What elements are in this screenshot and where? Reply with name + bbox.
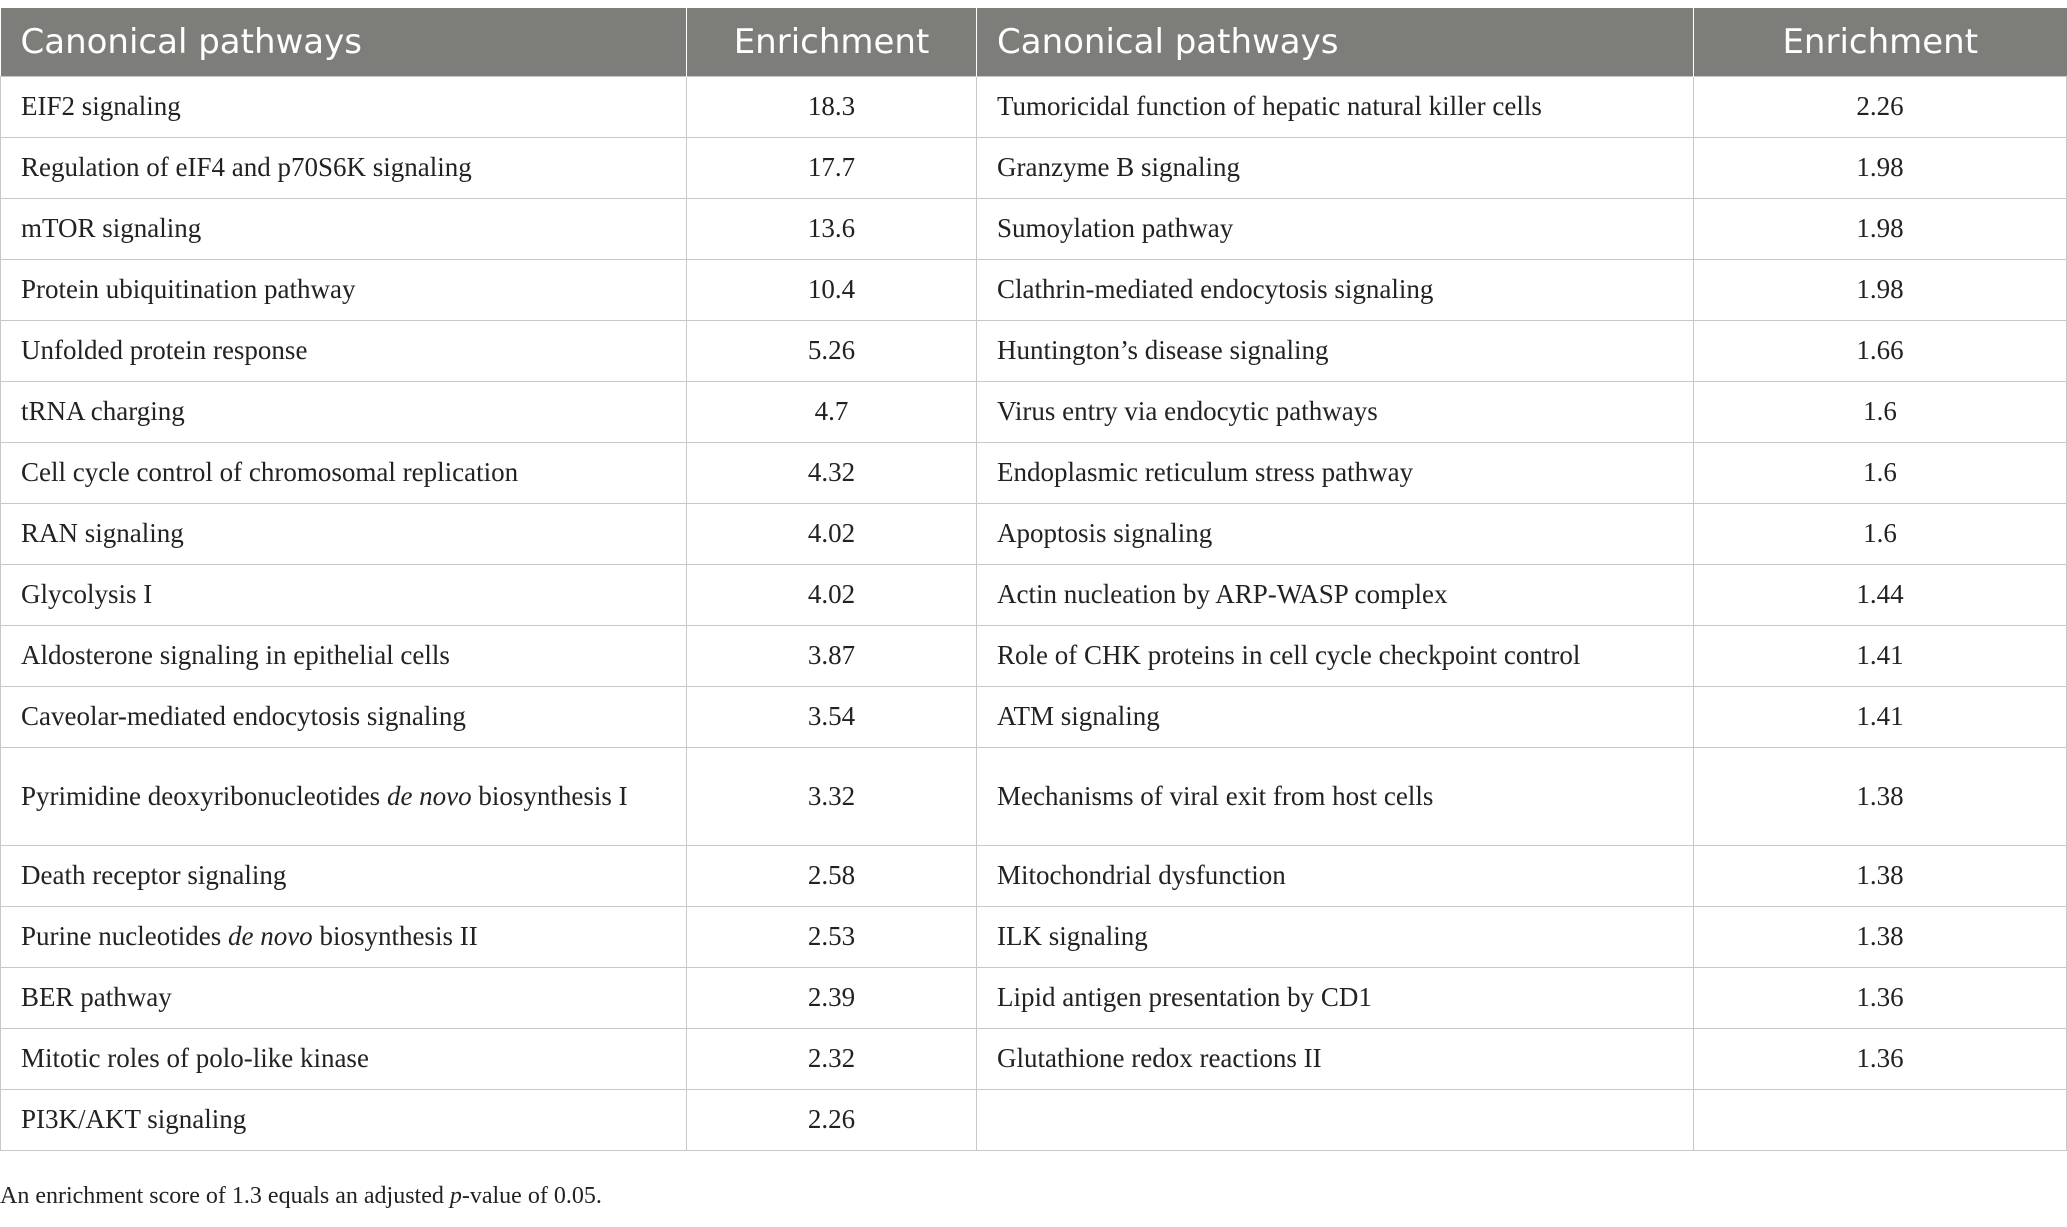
table-row (1, 1090, 2067, 1151)
enrichment-value-right: 2.26 (1694, 77, 2067, 138)
table-row (1, 565, 2067, 626)
table-row (1, 504, 2067, 565)
pathway-name-right (977, 626, 1694, 687)
footnote-post: -value of 0.05. (461, 1183, 602, 1209)
table-row (1, 907, 2067, 968)
pathway-name-text: Purine nucleotides (21, 921, 228, 952)
enrichment-value-left: 10.4 (687, 260, 977, 321)
pathway-name-text: Lipid antigen presentation by CD1 (997, 982, 1372, 1013)
header-row (1, 8, 2067, 77)
pathway-name-left (1, 907, 687, 968)
pathway-name-text: PI3K/AKT signaling (21, 1104, 247, 1135)
enrichment-value-right (1694, 1090, 2067, 1151)
pathway-name-text: Protein ubiquitination pathway (21, 274, 356, 305)
enrichment-value-right: 1.6 (1694, 443, 2067, 504)
enrichment-value-left: 4.32 (687, 443, 977, 504)
pathway-name-text: Actin nucleation by ARP-WASP complex (997, 579, 1448, 610)
pathway-name-left (1, 846, 687, 907)
table-row (1, 626, 2067, 687)
pathway-name-text: Aldosterone signaling in epithelial cells (21, 640, 450, 671)
pathway-name-right (977, 907, 1694, 968)
pathway-name-text: mTOR signaling (21, 213, 202, 244)
table-row (1, 846, 2067, 907)
enrichment-value-right: 1.36 (1694, 968, 2067, 1029)
pathway-name-right (977, 443, 1694, 504)
enrichment-value-left: 2.26 (687, 1090, 977, 1151)
pathway-name-left (1, 1029, 687, 1090)
pathway-name-text: Pyrimidine deoxyribonucleotides (21, 780, 387, 811)
pathway-name-text: Caveolar-mediated endocytosis signaling (21, 701, 466, 732)
pathway-name-right (977, 138, 1694, 199)
pathway-name-right (977, 199, 1694, 260)
enrichment-value-left: 3.87 (687, 626, 977, 687)
pathway-name-italic: de novo (386, 780, 472, 811)
table-row (1, 382, 2067, 443)
enrichment-value-left: 4.02 (687, 504, 977, 565)
enrichment-value-right: 1.38 (1694, 907, 2067, 968)
pathway-name-left (1, 77, 687, 138)
table-row (1, 199, 2067, 260)
pathway-name-left (1, 504, 687, 565)
pathway-name-text-post: biosynthesis I (471, 780, 628, 811)
pathway-name-left (1, 443, 687, 504)
header-canonical-pathways-right: Canonical pathways (977, 8, 1694, 77)
pathway-name-text: RAN signaling (21, 518, 184, 549)
enrichment-value-left: 3.54 (687, 687, 977, 748)
pathway-name-text: Unfolded protein response (21, 335, 308, 366)
enrichment-value-left: 5.26 (687, 321, 977, 382)
pathway-name-left (1, 321, 687, 382)
table-row (1, 77, 2067, 138)
table-row (1, 260, 2067, 321)
enrichment-value-left: 2.53 (687, 907, 977, 968)
pathway-name-right (977, 687, 1694, 748)
pathway-name-right (977, 321, 1694, 382)
pathway-name-text: Glycolysis I (21, 579, 153, 610)
enrichment-value-left: 3.32 (687, 748, 977, 846)
pathway-name-left (1, 260, 687, 321)
pathway-name-right (977, 565, 1694, 626)
pathway-name-left (1, 748, 687, 846)
pathway-name-right (977, 77, 1694, 138)
pathway-name-text: Glutathione redox reactions II (997, 1043, 1322, 1074)
enrichment-value-right: 1.6 (1694, 504, 2067, 565)
enrichment-value-right: 1.98 (1694, 199, 2067, 260)
table-row (1, 1029, 2067, 1090)
footnote-pre: An enrichment score of 1.3 equals an adjusted (0, 1183, 450, 1209)
enrichment-value-right: 1.41 (1694, 626, 2067, 687)
enrichment-value-right: 1.38 (1694, 846, 2067, 907)
pathway-name-text: ATM signaling (997, 701, 1160, 732)
header-canonical-pathways-left: Canonical pathways (1, 8, 687, 77)
table-row (1, 443, 2067, 504)
enrichment-value-left: 17.7 (687, 138, 977, 199)
pathway-name-left (1, 1090, 687, 1151)
pathway-name-left (1, 565, 687, 626)
pathway-name-text: Mitotic roles of polo-like kinase (21, 1043, 369, 1074)
table-row (1, 687, 2067, 748)
pathway-name-text: Huntington’s disease signaling (997, 335, 1329, 366)
pathway-name-text-post: biosynthesis II (312, 921, 478, 952)
pathway-name-text: Cell cycle control of chromosomal replication (21, 457, 519, 488)
enrichment-value-right: 1.66 (1694, 321, 2067, 382)
pathway-name-text: Mechanisms of viral exit from host cells (997, 780, 1434, 811)
pathway-name-left (1, 199, 687, 260)
enrichment-value-right: 1.6 (1694, 382, 2067, 443)
pathway-name-text: Regulation of eIF4 and p70S6K signaling (21, 152, 472, 183)
pathway-name-text: Apoptosis signaling (997, 518, 1213, 549)
enrichment-value-right: 1.36 (1694, 1029, 2067, 1090)
enrichment-value-left: 13.6 (687, 199, 977, 260)
pathway-name-text: EIF2 signaling (21, 91, 181, 122)
pathway-name-left (1, 626, 687, 687)
table-container (0, 8, 2067, 1151)
enrichment-value-left: 2.58 (687, 846, 977, 907)
enrichment-value-left: 4.02 (687, 565, 977, 626)
table-row (1, 321, 2067, 382)
pathway-name-left (1, 138, 687, 199)
pathway-name-text: Clathrin-mediated endocytosis signaling (997, 274, 1434, 305)
pathway-name-right (977, 748, 1694, 846)
table-row (1, 748, 2067, 846)
pathway-name-left (1, 968, 687, 1029)
pathway-name-right (977, 1029, 1694, 1090)
pathway-name-text: Role of CHK proteins in cell cycle checkpoint control (997, 640, 1581, 671)
pathway-name-left (1, 687, 687, 748)
table-row (1, 968, 2067, 1029)
enrichment-value-left: 18.3 (687, 77, 977, 138)
enrichment-value-left: 4.7 (687, 382, 977, 443)
pathway-name-text: ILK signaling (997, 921, 1148, 952)
pathway-name-right (977, 382, 1694, 443)
pathway-name-right (977, 504, 1694, 565)
pathway-name-text: tRNA charging (21, 396, 185, 427)
pathway-name-text: Virus entry via endocytic pathways (997, 396, 1378, 427)
pathway-name-text: BER pathway (21, 982, 172, 1013)
enrichment-value-right: 1.98 (1694, 138, 2067, 199)
pathway-enrichment-table (0, 8, 2067, 1151)
pathway-name-text: Granzyme B signaling (997, 152, 1240, 183)
pathway-name-italic: de novo (227, 921, 313, 952)
pathway-name-right (977, 260, 1694, 321)
pathway-name-right (977, 846, 1694, 907)
enrichment-value-right: 1.38 (1694, 748, 2067, 846)
header-enrichment-right: Enrichment (1694, 8, 2067, 77)
table-body (1, 77, 2067, 1151)
pathway-name-text: Death receptor signaling (21, 860, 287, 891)
header-enrichment-left: Enrichment (687, 8, 977, 77)
enrichment-value-left: 2.39 (687, 968, 977, 1029)
table-row (1, 138, 2067, 199)
pathway-name-text: Mitochondrial dysfunction (997, 860, 1286, 891)
pathway-name-left (1, 382, 687, 443)
table-footnote (0, 1183, 602, 1210)
footnote-italic: p (449, 1183, 462, 1209)
enrichment-value-right: 1.44 (1694, 565, 2067, 626)
pathway-name-right (977, 968, 1694, 1029)
pathway-name-right (977, 1090, 1694, 1151)
enrichment-value-right: 1.98 (1694, 260, 2067, 321)
pathway-name-text: Endoplasmic reticulum stress pathway (997, 457, 1414, 488)
pathway-name-text: Sumoylation pathway (997, 213, 1234, 244)
pathway-name-text: Tumoricidal function of hepatic natural killer cells (997, 91, 1542, 122)
enrichment-value-left: 2.32 (687, 1029, 977, 1090)
enrichment-value-right: 1.41 (1694, 687, 2067, 748)
